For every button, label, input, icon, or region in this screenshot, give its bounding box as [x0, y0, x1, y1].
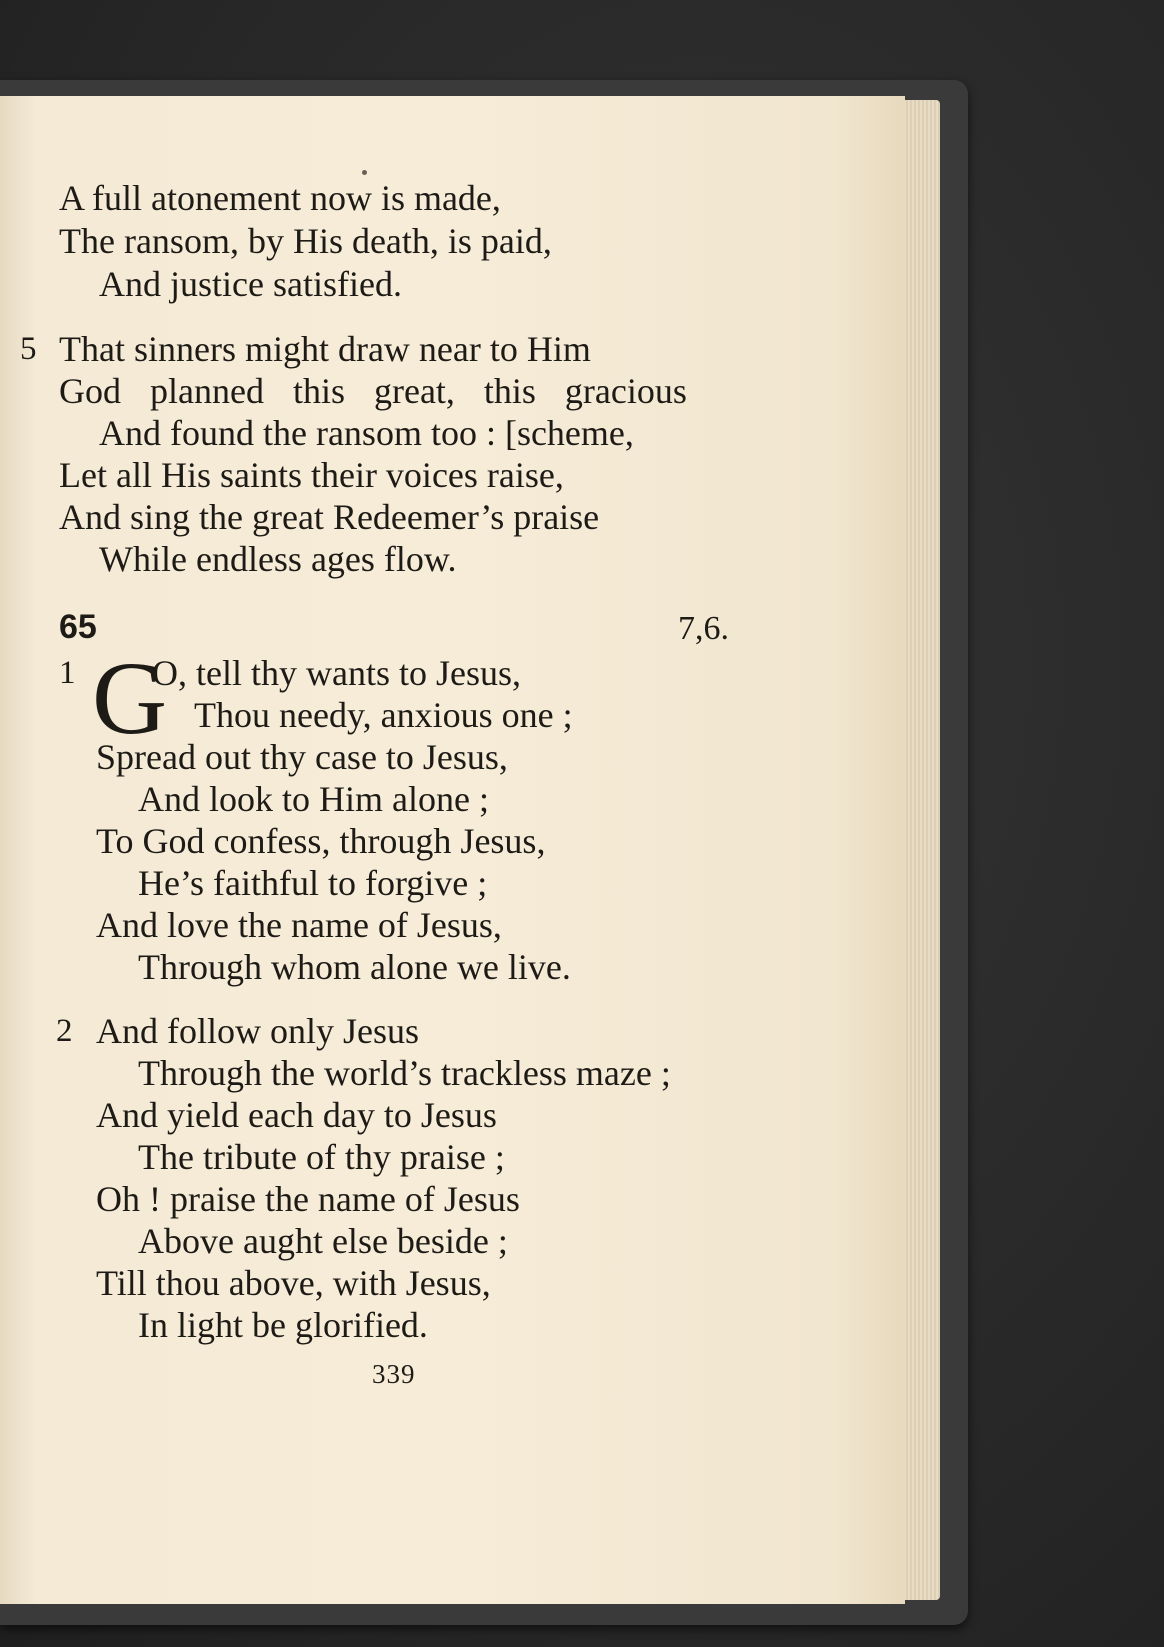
verse-line: In light be glorified. [138, 1305, 428, 1345]
verse-line: And love the name of Jesus, [96, 905, 502, 945]
verse-line: And justice satisfied. [99, 264, 402, 304]
verse-line: He’s faithful to forgive ; [138, 863, 488, 903]
verse-line: Let all His saints their voices raise, [59, 455, 564, 495]
verse-line: While endless ages flow. [99, 539, 457, 579]
verse-line: Spread out thy case to Jesus, [96, 737, 508, 777]
verse-line: To God confess, through Jesus, [96, 821, 546, 861]
verse-line: Above aught else beside ; [138, 1221, 508, 1261]
drop-cap: G [92, 641, 168, 756]
verse-line: And follow only Jesus [96, 1011, 419, 1051]
verse-line: Thou needy, anxious one ; [194, 695, 573, 735]
verse-line: That sinners might draw near to Him [59, 329, 591, 369]
verse-line: And sing the great Redeemer’s praise [59, 497, 600, 537]
verse-line: Oh ! praise the name of Jesus [96, 1179, 520, 1219]
verse-line: The tribute of thy praise ; [138, 1137, 505, 1177]
verse-line: Till thou above, with Jesus, [96, 1263, 491, 1303]
verse-number: 2 [56, 1013, 73, 1049]
verse-line: A full atonement now is made, [59, 178, 501, 218]
verse-number: 1 [59, 655, 76, 691]
verse-number: 5 [20, 331, 37, 367]
hymn-meter: 7,6. [678, 610, 729, 647]
book-page [0, 96, 905, 1604]
verse-line: O, tell thy wants to Jesus, [152, 653, 521, 693]
verse-line: The ransom, by His death, is paid, [59, 221, 552, 261]
hymn-number: 65 [59, 608, 97, 646]
verse-line: And yield each day to Jesus [96, 1095, 497, 1135]
verse-line: And look to Him alone ; [138, 779, 489, 819]
ink-speck [362, 170, 367, 175]
page-number: 339 [372, 1359, 416, 1389]
verse-line: Through whom alone we live. [138, 947, 571, 987]
verse-line: And found the ransom too : [scheme, [99, 413, 634, 453]
verse-line: God planned this great, this gracious [59, 371, 687, 411]
verse-line: Through the world’s trackless maze ; [138, 1053, 671, 1093]
